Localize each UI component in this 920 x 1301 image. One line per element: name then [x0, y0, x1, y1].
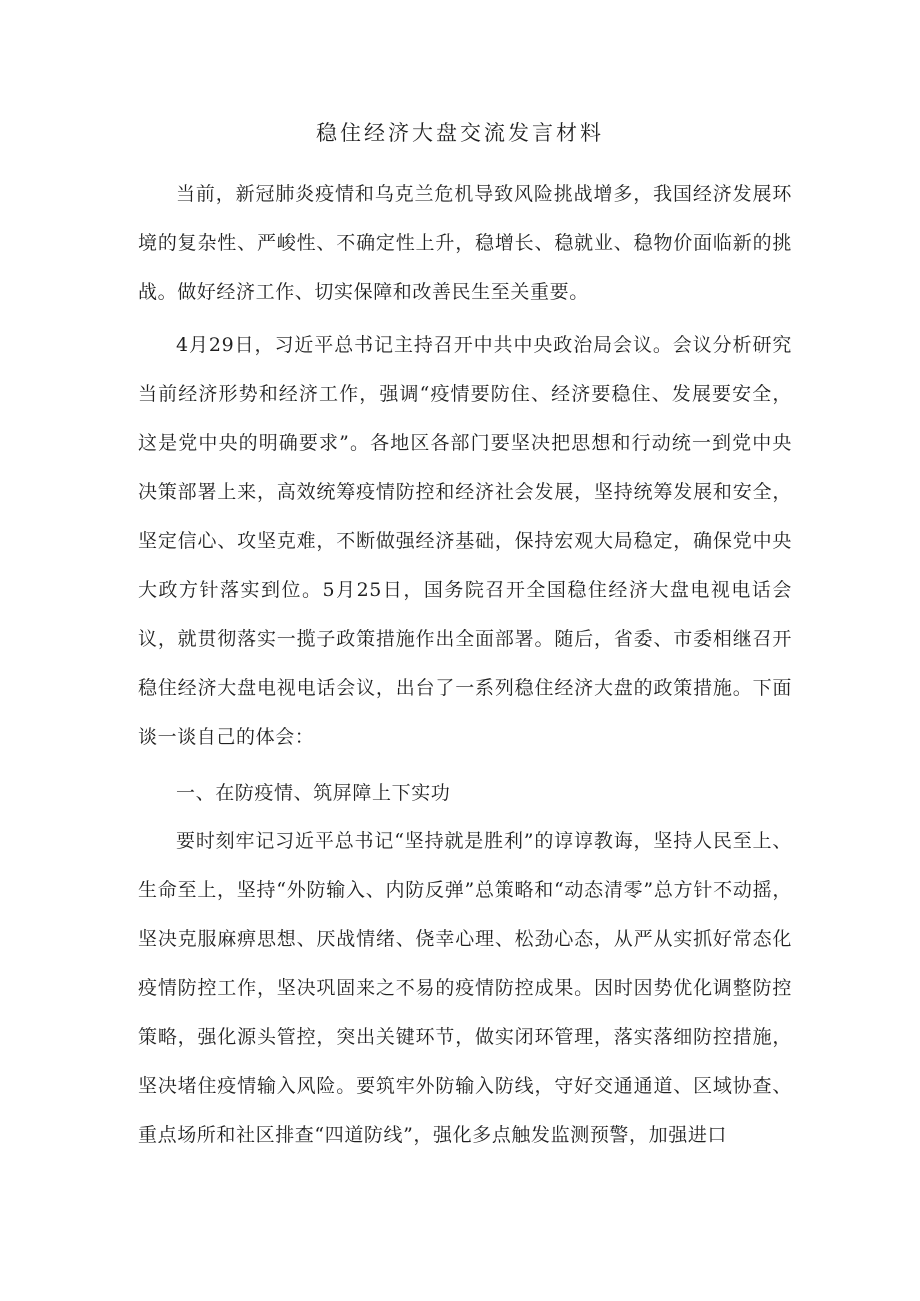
- paragraph-meeting: 4月29日，习近平总书记主持召开中共中央政治局会议。会议分析研究当前经济形势和经济工作，强调“疫情要防住、经济要稳住、发展要安全，这是党中央的明确要求”。各地区各部门要坚决把思想和行动统一到党中央决策部署上来，高效统筹疫情防控和经济社会发展，坚持统筹发展和安全，坚定信心、攻坚克难，不断做强经济基础，保持宏观大局稳定，确保党中央大政方针落实到位。5月25日，国务院召开全国稳住经济大盘电视电话会议，就贯彻落实一揽子政策措施作出全面部署。随后，省委、市委相继召开稳住经济大盘电视电话会议，出台了一系列稳住经济大盘的政策措施。下面谈一谈自己的体会：: [138, 334, 792, 748]
- document-title: 稳住经济大盘交流发言材料: [316, 121, 604, 145]
- paragraph-intro: 当前，新冠肺炎疫情和乌克兰危机导致风险挑战增多，我国经济发展环境的复杂性、严峻性、不确定性上升，稳增长、稳就业、稳物价面临新的挑战。做好经济工作、切实保障和改善民生至关重要。: [138, 183, 792, 303]
- paragraph-epidemic: 要时刻牢记习近平总书记“坚持就是胜利”的谆谆教诲，坚持人民至上、生命至上，坚持“外防输入、内防反弹”总策略和“动态清零”总方针不动摇，坚决克服麻痹思想、厌战情绪、侥幸心理、松劲心态，从严从实抓好常态化疫情防控工作，坚决巩固来之不易的疫情防控成果。因时因势优化调整防控策略，强化源头管控，突出关键环节，做实闭环管理，落实落细防控措施，坚决堵住疫情输入风险。要筑牢外防输入防线，守好交通通道、区域协查、重点场所和社区排查“四道防线”，强化多点触发监测预警，加强进口: [138, 830, 792, 1146]
- section-heading-1: 一、在防疫情、筑屏障上下实功: [176, 782, 451, 804]
